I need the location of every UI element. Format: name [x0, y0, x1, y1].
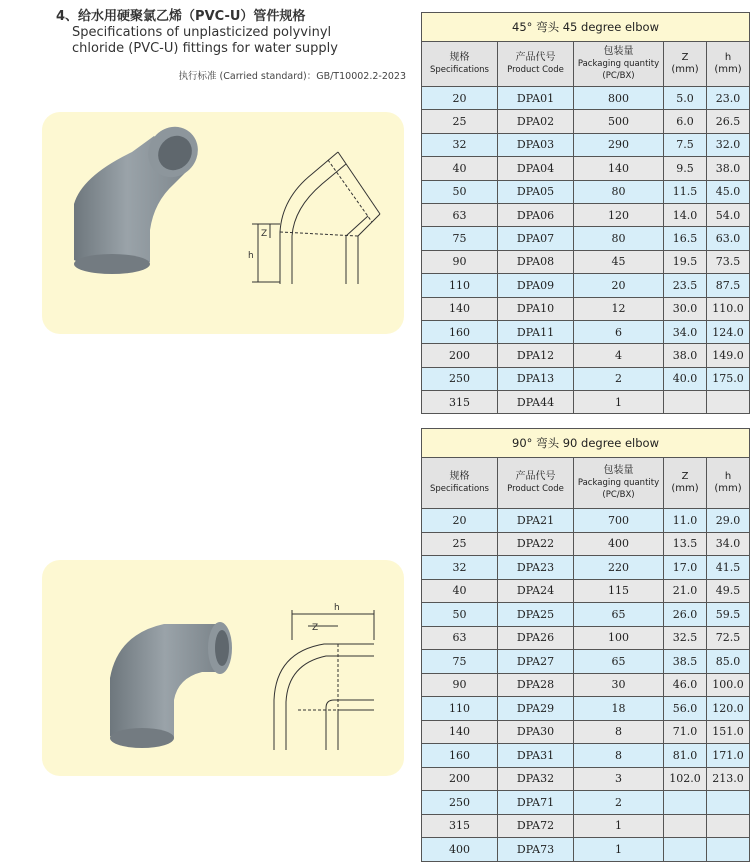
- product-code-cell: DPA07: [498, 227, 574, 250]
- table-row: [422, 344, 750, 367]
- packaging-qty-cell: 2: [574, 791, 664, 815]
- product-code-cell: DPA32: [498, 767, 574, 791]
- elbow45-illustration: [42, 112, 404, 334]
- packaging-qty-cell: 80: [574, 227, 664, 250]
- elbow90-header-row: [422, 458, 750, 509]
- elbow90-drawing: [274, 610, 374, 750]
- table-row: [422, 579, 750, 603]
- product-code-cell: DPA10: [498, 297, 574, 320]
- table-row: [422, 626, 750, 650]
- h-cell: 54.0: [707, 203, 750, 226]
- elbow90-table-title: 90° 弯头 90 degree elbow: [422, 429, 750, 458]
- spec-cell: 90: [422, 673, 498, 697]
- spec-cell: 250: [422, 367, 498, 390]
- z-cell: [664, 791, 707, 815]
- elbow45-z-label: Z: [261, 229, 268, 239]
- col-packaging-quantity: 包装量 Packaging quantity (PC/BX): [574, 458, 664, 509]
- z-cell: 19.5: [664, 250, 707, 273]
- col-specifications: 规格 Specifications: [422, 458, 498, 509]
- packaging-qty-cell: 1: [574, 391, 664, 414]
- spec-cell: 140: [422, 720, 498, 744]
- table-row: [422, 814, 750, 838]
- z-cell: 102.0: [664, 767, 707, 791]
- table-row: [422, 791, 750, 815]
- packaging-qty-cell: 1: [574, 838, 664, 862]
- z-cell: 32.5: [664, 626, 707, 650]
- z-cell: 11.0: [664, 509, 707, 533]
- h-cell: 110.0: [707, 297, 750, 320]
- h-cell: [707, 391, 750, 414]
- product-code-cell: DPA12: [498, 344, 574, 367]
- packaging-qty-cell: 65: [574, 650, 664, 674]
- spec-cell: 110: [422, 697, 498, 721]
- table-row: [422, 650, 750, 674]
- table-row: [422, 320, 750, 343]
- table-row: [422, 203, 750, 226]
- col-h: h (mm): [707, 458, 750, 509]
- spec-cell: 75: [422, 227, 498, 250]
- h-cell: 85.0: [707, 650, 750, 674]
- packaging-qty-cell: 290: [574, 133, 664, 156]
- h-cell: 87.5: [707, 274, 750, 297]
- packaging-qty-cell: 20: [574, 274, 664, 297]
- z-cell: 56.0: [664, 697, 707, 721]
- table-row: [422, 556, 750, 580]
- col-specifications: 规格 Specifications: [422, 42, 498, 87]
- product-code-cell: DPA08: [498, 250, 574, 273]
- product-code-cell: DPA04: [498, 157, 574, 180]
- product-code-cell: DPA13: [498, 367, 574, 390]
- h-cell: 59.5: [707, 603, 750, 627]
- table-row: [422, 391, 750, 414]
- packaging-qty-cell: 80: [574, 180, 664, 203]
- col-z: Z (mm): [664, 42, 707, 87]
- elbow90-table-body: [422, 509, 750, 862]
- spec-cell: 20: [422, 509, 498, 533]
- table-row: [422, 367, 750, 390]
- h-cell: 72.5: [707, 626, 750, 650]
- z-cell: 21.0: [664, 579, 707, 603]
- elbow45-spec-table: [421, 12, 750, 414]
- elbow90-spec-table: [421, 428, 750, 862]
- h-cell: 26.5: [707, 110, 750, 133]
- h-cell: [707, 838, 750, 862]
- packaging-qty-cell: 12: [574, 297, 664, 320]
- packaging-qty-cell: 400: [574, 532, 664, 556]
- h-cell: 34.0: [707, 532, 750, 556]
- h-cell: 149.0: [707, 344, 750, 367]
- table-row: [422, 297, 750, 320]
- spec-cell: 20: [422, 87, 498, 110]
- packaging-qty-cell: 18: [574, 697, 664, 721]
- z-cell: 5.0: [664, 87, 707, 110]
- packaging-qty-cell: 800: [574, 87, 664, 110]
- h-cell: 151.0: [707, 720, 750, 744]
- h-cell: 73.5: [707, 250, 750, 273]
- packaging-qty-cell: 100: [574, 626, 664, 650]
- z-cell: 17.0: [664, 556, 707, 580]
- z-cell: 38.0: [664, 344, 707, 367]
- z-cell: [664, 838, 707, 862]
- col-product-code: 产品代号 Product Code: [498, 458, 574, 509]
- spec-cell: 40: [422, 579, 498, 603]
- elbow90-illustration: [42, 560, 404, 776]
- h-cell: 100.0: [707, 673, 750, 697]
- packaging-qty-cell: 115: [574, 579, 664, 603]
- product-code-cell: DPA23: [498, 556, 574, 580]
- z-cell: 46.0: [664, 673, 707, 697]
- h-cell: 41.5: [707, 556, 750, 580]
- product-code-cell: DPA03: [498, 133, 574, 156]
- spec-cell: 200: [422, 767, 498, 791]
- spec-cell: 315: [422, 814, 498, 838]
- table-row: [422, 274, 750, 297]
- packaging-qty-cell: 140: [574, 157, 664, 180]
- h-cell: 29.0: [707, 509, 750, 533]
- packaging-qty-cell: 120: [574, 203, 664, 226]
- h-cell: [707, 791, 750, 815]
- section-title-en-line1: Specifications of unplasticized polyvinyl: [72, 25, 332, 40]
- packaging-qty-cell: 700: [574, 509, 664, 533]
- spec-cell: 400: [422, 838, 498, 862]
- spec-cell: 200: [422, 344, 498, 367]
- h-cell: [707, 814, 750, 838]
- spec-cell: 25: [422, 110, 498, 133]
- elbow90-photo: [110, 622, 232, 748]
- table-row: [422, 697, 750, 721]
- elbow90-z-label: Z: [312, 623, 319, 633]
- z-cell: 14.0: [664, 203, 707, 226]
- h-cell: 32.0: [707, 133, 750, 156]
- packaging-qty-cell: 1: [574, 814, 664, 838]
- spec-cell: 90: [422, 250, 498, 273]
- z-cell: 16.5: [664, 227, 707, 250]
- product-code-cell: DPA30: [498, 720, 574, 744]
- table-row: [422, 87, 750, 110]
- product-code-cell: DPA21: [498, 509, 574, 533]
- z-cell: 38.5: [664, 650, 707, 674]
- packaging-qty-cell: 6: [574, 320, 664, 343]
- z-cell: [664, 391, 707, 414]
- col-z: Z (mm): [664, 458, 707, 509]
- elbow45-header-row: [422, 42, 750, 87]
- z-cell: 30.0: [664, 297, 707, 320]
- product-code-cell: DPA29: [498, 697, 574, 721]
- product-code-cell: DPA26: [498, 626, 574, 650]
- elbow90-illustration-panel: [42, 560, 404, 776]
- spec-cell: 315: [422, 391, 498, 414]
- h-cell: 63.0: [707, 227, 750, 250]
- spec-cell: 250: [422, 791, 498, 815]
- elbow45-illustration-panel: [42, 112, 404, 334]
- elbow45-table-body: [422, 87, 750, 414]
- packaging-qty-cell: 500: [574, 110, 664, 133]
- spec-cell: 32: [422, 133, 498, 156]
- z-cell: 81.0: [664, 744, 707, 768]
- product-code-cell: DPA05: [498, 180, 574, 203]
- z-cell: 23.5: [664, 274, 707, 297]
- spec-cell: 140: [422, 297, 498, 320]
- product-code-cell: DPA31: [498, 744, 574, 768]
- spec-cell: 63: [422, 626, 498, 650]
- spec-cell: 50: [422, 603, 498, 627]
- h-cell: 38.0: [707, 157, 750, 180]
- z-cell: 34.0: [664, 320, 707, 343]
- table-row: [422, 157, 750, 180]
- table-row: [422, 250, 750, 273]
- table-row: [422, 720, 750, 744]
- table-row: [422, 532, 750, 556]
- product-code-cell: DPA06: [498, 203, 574, 226]
- spec-cell: 160: [422, 744, 498, 768]
- h-cell: 49.5: [707, 579, 750, 603]
- col-product-code: 产品代号 Product Code: [498, 42, 574, 87]
- h-cell: 175.0: [707, 367, 750, 390]
- col-h: h (mm): [707, 42, 750, 87]
- packaging-qty-cell: 45: [574, 250, 664, 273]
- spec-cell: 32: [422, 556, 498, 580]
- section-title-cn: 4、给水用硬聚氯乙烯（PVC-U）管件规格: [56, 9, 306, 24]
- col-packaging-quantity: 包装量 Packaging quantity (PC/BX): [574, 42, 664, 87]
- spec-cell: 160: [422, 320, 498, 343]
- h-cell: 124.0: [707, 320, 750, 343]
- spec-cell: 50: [422, 180, 498, 203]
- product-code-cell: DPA01: [498, 87, 574, 110]
- spec-cell: 25: [422, 532, 498, 556]
- spec-cell: 110: [422, 274, 498, 297]
- table-row: [422, 744, 750, 768]
- z-cell: 9.5: [664, 157, 707, 180]
- standard-note: 执行标准 (Carried standard)：GB/T10002.2-2023: [178, 71, 406, 82]
- product-code-cell: DPA73: [498, 838, 574, 862]
- z-cell: 7.5: [664, 133, 707, 156]
- table-row: [422, 110, 750, 133]
- h-cell: 213.0: [707, 767, 750, 791]
- spec-cell: 40: [422, 157, 498, 180]
- elbow45-table-title: 45° 弯头 45 degree elbow: [422, 13, 750, 42]
- elbow45-h-label: h: [248, 251, 254, 261]
- z-cell: 11.5: [664, 180, 707, 203]
- z-cell: 13.5: [664, 532, 707, 556]
- packaging-qty-cell: 65: [574, 603, 664, 627]
- elbow90-h-label: h: [334, 603, 340, 613]
- product-code-cell: DPA11: [498, 320, 574, 343]
- z-cell: 26.0: [664, 603, 707, 627]
- elbow45-photo: [74, 117, 208, 274]
- packaging-qty-cell: 4: [574, 344, 664, 367]
- table-row: [422, 133, 750, 156]
- spec-cell: 63: [422, 203, 498, 226]
- packaging-qty-cell: 8: [574, 744, 664, 768]
- product-code-cell: DPA27: [498, 650, 574, 674]
- h-cell: 171.0: [707, 744, 750, 768]
- product-code-cell: DPA25: [498, 603, 574, 627]
- product-code-cell: DPA02: [498, 110, 574, 133]
- table-row: [422, 227, 750, 250]
- product-code-cell: DPA22: [498, 532, 574, 556]
- packaging-qty-cell: 2: [574, 367, 664, 390]
- table-row: [422, 509, 750, 533]
- product-code-cell: DPA28: [498, 673, 574, 697]
- z-cell: 6.0: [664, 110, 707, 133]
- elbow45-drawing: [252, 152, 380, 284]
- h-cell: 45.0: [707, 180, 750, 203]
- h-cell: 120.0: [707, 697, 750, 721]
- spec-cell: 75: [422, 650, 498, 674]
- section-title-en-line2: chloride (PVC-U) fittings for water supply: [72, 41, 338, 56]
- table-row: [422, 603, 750, 627]
- product-code-cell: DPA71: [498, 791, 574, 815]
- packaging-qty-cell: 220: [574, 556, 664, 580]
- packaging-qty-cell: 30: [574, 673, 664, 697]
- section-header: [56, 8, 406, 82]
- z-cell: 71.0: [664, 720, 707, 744]
- z-cell: [664, 814, 707, 838]
- packaging-qty-cell: 8: [574, 720, 664, 744]
- packaging-qty-cell: 3: [574, 767, 664, 791]
- product-code-cell: DPA72: [498, 814, 574, 838]
- z-cell: 40.0: [664, 367, 707, 390]
- table-row: [422, 767, 750, 791]
- table-row: [422, 838, 750, 862]
- table-row: [422, 180, 750, 203]
- product-code-cell: DPA24: [498, 579, 574, 603]
- table-row: [422, 673, 750, 697]
- product-code-cell: DPA09: [498, 274, 574, 297]
- h-cell: 23.0: [707, 87, 750, 110]
- product-code-cell: DPA44: [498, 391, 574, 414]
